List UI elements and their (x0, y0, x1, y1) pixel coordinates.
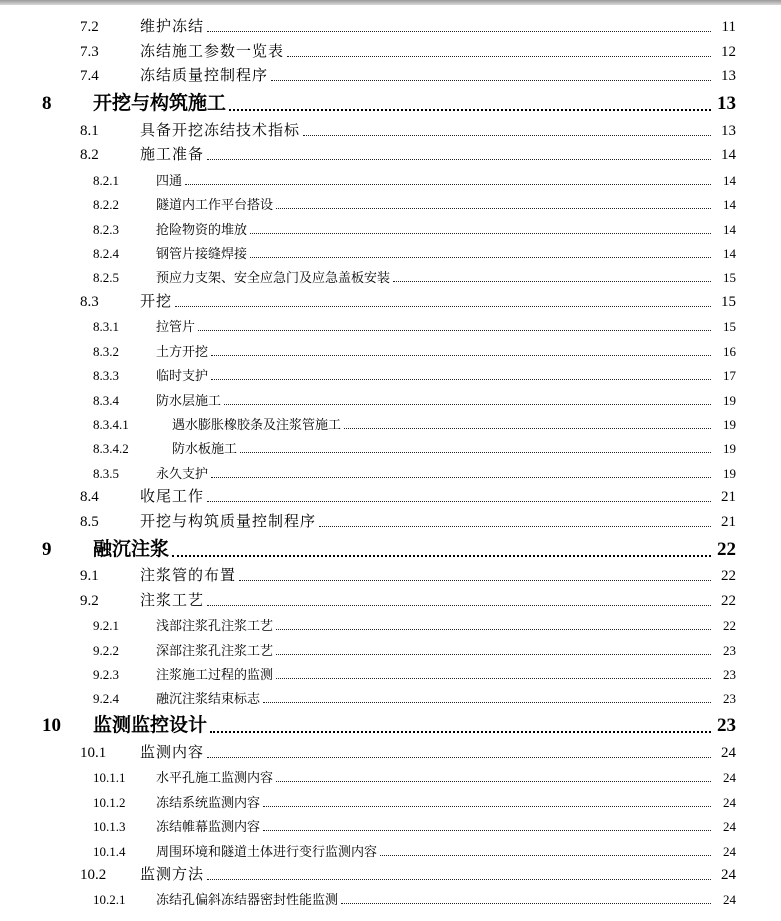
toc-entry-page: 23 (723, 666, 736, 682)
toc-entry-page: 12 (721, 43, 736, 60)
toc-entry-number: 8.5 (80, 513, 99, 530)
toc-entry-page: 16 (723, 343, 736, 359)
toc-entry-page: 15 (721, 293, 736, 310)
toc-entry-page: 14 (723, 221, 736, 237)
toc-entry-page: 15 (723, 319, 736, 335)
toc-entry-title: 防水层施工 (156, 392, 222, 408)
toc-entry[interactable] (0, 765, 781, 789)
toc-entry[interactable] (0, 167, 781, 191)
toc-entry[interactable] (0, 216, 781, 240)
toc-entry-page: 23 (717, 715, 736, 737)
dot-leader (263, 806, 711, 807)
dot-leader (229, 109, 711, 111)
dot-leader (207, 159, 711, 160)
toc-entry-number: 8.3.5 (93, 465, 119, 481)
toc-entry-page: 22 (723, 618, 736, 634)
toc-entry[interactable] (0, 613, 781, 637)
toc-entry[interactable] (0, 509, 781, 533)
toc-entry[interactable] (0, 740, 781, 764)
toc-entry-page: 24 (723, 819, 736, 835)
toc-entry-title: 冻结质量控制程序 (140, 68, 269, 85)
dot-leader (172, 555, 711, 557)
toc-entry-number: 10.2 (80, 867, 107, 883)
toc-entry-page: 14 (723, 172, 736, 188)
toc-entry-title: 四通 (156, 172, 183, 188)
toc-entry-page: 13 (721, 68, 736, 85)
toc-entry-title: 钢管片接缝焊接 (156, 245, 248, 261)
toc-entry-title: 土方开挖 (156, 343, 209, 359)
toc-entry-page: 22 (721, 592, 736, 609)
toc-entry-title: 冻结帷幕监测内容 (156, 819, 261, 835)
toc-entry-page: 17 (723, 368, 736, 384)
dot-leader (276, 678, 711, 679)
toc-entry[interactable] (0, 412, 781, 436)
toc-entry-title: 冻结孔偏斜冻结器密封性能监测 (156, 892, 339, 908)
toc-entry-number: 9.1 (80, 568, 99, 585)
toc-entry-number: 8.3.2 (93, 343, 119, 359)
toc-entry[interactable] (0, 192, 781, 216)
toc-entry-number: 8.2.1 (93, 172, 119, 188)
toc-entry-page: 19 (723, 417, 736, 432)
toc-entry-title: 施工准备 (140, 147, 205, 164)
dot-leader (263, 830, 711, 831)
toc-entry-page: 13 (721, 122, 736, 139)
toc-entry[interactable] (0, 39, 781, 63)
dot-leader (250, 233, 711, 234)
dot-leader (185, 184, 711, 185)
toc-entry-number: 8.3.4.2 (93, 441, 129, 457)
dot-leader (341, 903, 711, 904)
toc-entry-number: 8 (42, 93, 52, 115)
toc-entry-title: 监测监控设计 (93, 715, 208, 737)
toc-entry[interactable] (0, 814, 781, 838)
toc-entry[interactable] (0, 363, 781, 387)
viewer-top-edge (0, 0, 781, 5)
toc-entry-number: 10.1 (80, 744, 107, 761)
toc-entry-title: 防水板施工 (172, 441, 238, 457)
toc-entry-number: 10.1.2 (93, 794, 126, 810)
toc-entry-number: 7.2 (80, 19, 99, 36)
toc-entry-title: 收尾工作 (140, 489, 205, 506)
toc-entry-number: 9.2 (80, 592, 99, 609)
toc-entry-number: 8.2 (80, 147, 99, 164)
toc-entry-title: 开挖与构筑施工 (93, 93, 227, 115)
toc-entry[interactable] (0, 789, 781, 813)
toc-entry-page: 22 (717, 538, 736, 560)
toc-entry-page: 11 (721, 19, 736, 36)
dot-leader (263, 702, 711, 703)
toc-entry-title: 冻结施工参数一览表 (140, 43, 285, 60)
dot-leader (207, 31, 711, 32)
toc-entry-number: 8.3.1 (93, 319, 119, 335)
toc-entry-title: 注浆工艺 (140, 592, 205, 609)
toc-entry-title: 监测方法 (140, 867, 205, 883)
toc-entry[interactable] (0, 686, 781, 710)
toc-entry[interactable] (0, 534, 781, 564)
toc-entry-number: 8.3.4.1 (93, 417, 129, 432)
toc-entry-title: 开挖与构筑质量控制程序 (140, 513, 317, 530)
toc-entry-page: 24 (723, 892, 736, 908)
dot-leader (210, 731, 711, 733)
toc-entry-number: 8.3.4 (93, 392, 119, 408)
toc-entry-number: 8.2.4 (93, 245, 119, 261)
toc-entry[interactable] (0, 863, 781, 887)
toc-entry-title: 临时支护 (156, 368, 209, 384)
toc-entry-number: 10.1.3 (93, 819, 126, 835)
toc-entry[interactable] (0, 289, 781, 313)
toc-entry-page: 14 (723, 245, 736, 261)
toc-entry-title: 融沉注浆 (93, 538, 170, 560)
toc-entry-title: 预应力支架、安全应急门及应急盖板安装 (156, 270, 391, 286)
toc-entry-number: 9.2.3 (93, 666, 119, 682)
toc-entry-page: 13 (717, 93, 736, 115)
toc-entry-page: 22 (721, 568, 736, 585)
toc-entry[interactable] (0, 241, 781, 265)
toc-entry[interactable] (0, 485, 781, 509)
dot-leader (207, 605, 711, 606)
toc-entry[interactable] (0, 637, 781, 661)
toc-entry-title: 具备开挖冻结技术指标 (140, 122, 301, 139)
table-of-contents (0, 15, 781, 911)
dot-leader (211, 355, 711, 356)
toc-entry[interactable] (0, 64, 781, 88)
toc-entry[interactable] (0, 710, 781, 740)
toc-entry-number: 8.4 (80, 489, 99, 506)
toc-entry-number: 8.2.3 (93, 221, 119, 237)
toc-entry[interactable] (0, 118, 781, 142)
toc-entry[interactable] (0, 387, 781, 411)
dot-leader (276, 654, 711, 655)
toc-entry-page: 24 (723, 794, 736, 810)
toc-entry-number: 10 (42, 715, 61, 737)
toc-entry-title: 抢险物资的堆放 (156, 221, 248, 237)
toc-entry-page: 19 (723, 441, 736, 457)
dot-leader (319, 526, 711, 527)
toc-entry-number: 7.3 (80, 43, 99, 60)
toc-entry-number: 7.4 (80, 68, 99, 85)
toc-entry-page: 24 (723, 770, 736, 786)
toc-entry-title: 周围环境和隧道土体进行变行监测内容 (156, 843, 378, 859)
toc-entry-page: 24 (723, 843, 736, 859)
toc-entry-title: 水平孔施工监测内容 (156, 770, 274, 786)
toc-entry-title: 永久支护 (156, 465, 209, 481)
dot-leader (380, 855, 711, 856)
toc-entry-page: 23 (723, 642, 736, 658)
toc-entry-page: 24 (721, 867, 736, 883)
dot-leader (240, 452, 711, 453)
toc-entry[interactable] (0, 838, 781, 862)
dot-leader (198, 330, 711, 331)
dot-leader (276, 781, 711, 782)
toc-entry-page: 21 (721, 489, 736, 506)
toc-entry[interactable] (0, 887, 781, 911)
toc-entry-page: 14 (721, 147, 736, 164)
dot-leader (287, 56, 711, 57)
toc-entry[interactable] (0, 143, 781, 167)
toc-entry-title: 融沉注浆结束标志 (156, 691, 261, 707)
toc-entry-number: 8.1 (80, 122, 99, 139)
dot-leader (271, 80, 711, 81)
toc-entry-title: 监测内容 (140, 744, 205, 761)
dot-leader (303, 135, 711, 136)
toc-entry-title: 注浆施工过程的监测 (156, 666, 274, 682)
dot-leader (211, 477, 711, 478)
toc-entry-title: 冻结系统监测内容 (156, 794, 261, 810)
toc-entry-number: 8.3 (80, 293, 99, 310)
toc-entry-title: 开挖 (140, 293, 173, 310)
toc-entry-number: 10.2.1 (93, 892, 126, 908)
toc-entry[interactable] (0, 314, 781, 338)
dot-leader (250, 257, 711, 258)
toc-entry-title: 遇水膨胀橡胶条及注浆管施工 (172, 417, 342, 432)
toc-entry-number: 10.1.1 (93, 770, 126, 786)
dot-leader (175, 306, 711, 307)
toc-entry-number: 8.3.3 (93, 368, 119, 384)
toc-entry-title: 浅部注浆孔注浆工艺 (156, 618, 274, 634)
toc-entry-page: 21 (721, 513, 736, 530)
toc-entry-title: 深部注浆孔注浆工艺 (156, 642, 274, 658)
toc-entry-number: 8.2.2 (93, 197, 119, 213)
toc-entry[interactable] (0, 588, 781, 612)
toc-entry-page: 15 (723, 270, 736, 286)
toc-entry-number: 10.1.4 (93, 843, 126, 859)
toc-entry-page: 23 (723, 691, 736, 707)
toc-entry-title: 拉管片 (156, 319, 196, 335)
toc-entry-title: 维护冻结 (140, 19, 205, 36)
dot-leader (276, 208, 711, 209)
dot-leader (239, 580, 711, 581)
toc-entry-page: 19 (723, 465, 736, 481)
dot-leader (207, 879, 711, 880)
toc-entry-number: 9.2.4 (93, 691, 119, 707)
dot-leader (207, 501, 711, 502)
dot-leader (211, 379, 711, 380)
toc-entry[interactable] (0, 662, 781, 686)
toc-entry-page: 24 (721, 744, 736, 761)
toc-entry-title: 注浆管的布置 (140, 568, 237, 585)
toc-entry-number: 9 (42, 538, 52, 560)
toc-entry-number: 9.2.1 (93, 618, 119, 634)
toc-entry[interactable] (0, 436, 781, 460)
dot-leader (207, 757, 711, 758)
dot-leader (393, 281, 711, 282)
dot-leader (224, 404, 711, 405)
toc-entry-page: 19 (723, 392, 736, 408)
toc-entry[interactable] (0, 460, 781, 484)
toc-entry[interactable] (0, 564, 781, 588)
toc-entry-number: 9.2.2 (93, 642, 119, 658)
toc-entry[interactable] (0, 15, 781, 39)
toc-entry[interactable] (0, 88, 781, 118)
dot-leader (344, 428, 711, 429)
toc-entry-title: 隧道内工作平台搭设 (156, 197, 274, 213)
toc-entry-page: 14 (723, 197, 736, 213)
toc-entry-number: 8.2.5 (93, 270, 119, 286)
dot-leader (276, 629, 711, 630)
toc-entry[interactable] (0, 338, 781, 362)
toc-entry[interactable] (0, 265, 781, 289)
